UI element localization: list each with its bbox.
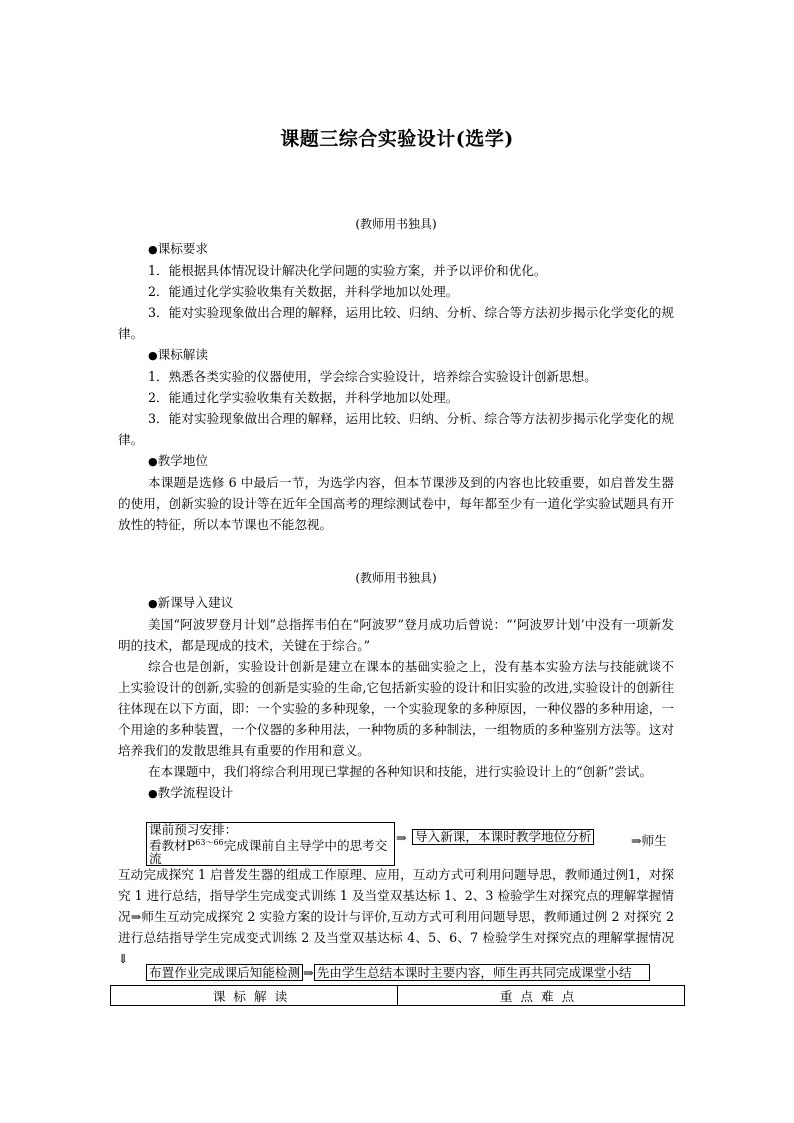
diwei-text: 本课题是选修 6 中最后一节，为选学内容，但本节课涉及到的内容也比较重要，如启普发生器的使用，创新实验的设计等在近年全国高考的理综测试卷中，每年都至少有一道化学实验试题具有开放性的特征，所以本节课也不能忽视。 <box>118 475 674 532</box>
table-header-kebiao-jiedu: 课标解读 <box>111 986 398 1006</box>
jiedu-item-1: 1．熟悉各类实验的仪器使用，学会综合实验设计，培养综合实验设计创新思想。 <box>148 369 597 384</box>
flow-box-intro: 导入新课，本课时教学地位分析 <box>412 829 594 845</box>
bullet-icon: ● <box>148 787 158 800</box>
flow-arrow-back-icon: ⇒ <box>303 965 314 980</box>
flow-after-box2: ⇒师生 <box>631 833 667 848</box>
teacher-note: (教师用书独具) <box>355 217 437 231</box>
flow-arrow-icon: ⇒ <box>396 830 407 845</box>
teacher-note: (教师用书独具) <box>355 571 437 585</box>
bullet-icon: ● <box>148 597 158 610</box>
page-title: 课题三综合实验设计(选学) <box>280 128 514 150</box>
bullet-icon: ● <box>148 455 158 468</box>
section-teacher-1 <box>118 214 674 535</box>
daoru-paragraph-2: 综合也是创新，实验设计创新是建立在课本的基础实验之上，没有基本实验方法与技能就谈不上实验设计的创新,实验的创新是实验的生命,它包括新实验的设计和旧实验的改进,实验设计的创新往往体现在以下方面，即：一个实验的多种现象，一个实验现象的多种原因，一种仪器的多种用途，一个用途的多种装置，一个仪器的多种用法，一种物质的多种制法，一组物质的多种鉴别方法等。这对培养我们的发散思维具有重要的作用和意义。 <box>118 659 674 758</box>
yaoqiu-item-2: 2．能通过化学实验收集有关数据，并科学地加以处理。 <box>148 284 459 299</box>
heading-kebiao-jiedu: ●课标解读 <box>148 347 208 362</box>
bullet-icon: ● <box>148 349 158 362</box>
heading-liucheng: ●教学流程设计 <box>148 785 234 800</box>
flow-box-preview-line2: 看教材$P^{63\sim 66}$完成课前自主导学中的思考交流 <box>149 838 388 867</box>
jiedu-zhongdian-table <box>110 985 685 1006</box>
flow-paragraph: 互动完成探究 1 启普发生器的组成工作原理、应用，互动方式可利用问题导思，教师通过例1，对探究 1 进行总结，指导学生完成变式训练 1 及当堂双基达标 1、2、3 检验学生对探究点的理解掌握情况⇒师生互动完成探究 2 实验方案的设计与评价,互动方式可利用问题导思，教师通过例 2 对探究 2 进行总结指导学生完成变式训练 2 及当堂双基达标 4、5、6、7 检验学生对探究点的理解掌握情况⇓ <box>118 867 674 966</box>
heading-jiaoxue-diwei: ●教学地位 <box>148 453 208 468</box>
section-teacher-2 <box>118 568 674 804</box>
flow-box-preview <box>146 822 395 866</box>
daoru-paragraph-1: 美国“阿波罗登月计划”总指挥韦伯在“阿波罗”登月成功后曾说：“‘阿波罗计划’中没有一项新发明的技术，都是现成的技术，关键在于综合。” <box>118 617 674 653</box>
flow-row-last <box>146 964 650 981</box>
flow-box-preview-line1: 课前预习安排： <box>149 822 238 837</box>
bullet-icon: ● <box>148 243 158 256</box>
table-header-zhongdian-nandian: 重点难点 <box>398 986 685 1006</box>
jiedu-item-2: 2．能通过化学实验收集有关数据，并科学地加以处理。 <box>148 390 459 405</box>
daoru-paragraph-3: 在本课题中，我们将综合利用现已掌握的各种知识和技能，进行实验设计上的“创新”尝试。 <box>148 764 653 779</box>
heading-xinke-daoru: ●新课导入建议 <box>148 595 234 610</box>
flow-box-summary: 先由学生总结本课时主要内容，师生再共同完成课堂小结 <box>314 964 650 981</box>
flow-box-homework: 布置作业完成课后知能检测 <box>146 964 303 981</box>
heading-kebiao-yaoqiu: ●课标要求 <box>148 241 208 256</box>
jiedu-item-3: 3．能对实验现象做出合理的解释，运用比较、归纳、分析、综合等方法初步揭示化学变化的规律。 <box>118 411 674 447</box>
yaoqiu-item-1: 1．能根据具体情况设计解决化学问题的实验方案，并予以评价和优化。 <box>148 263 547 278</box>
table-row <box>111 986 685 1006</box>
yaoqiu-item-3: 3．能对实验现象做出合理的解释，运用比较、归纳、分析、综合等方法初步揭示化学变化的规律。 <box>118 305 674 341</box>
